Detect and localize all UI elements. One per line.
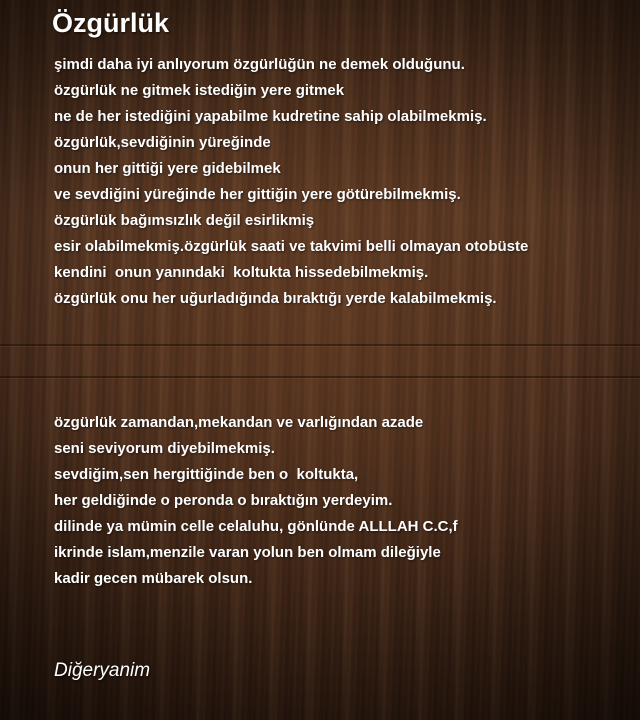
- wood-plank-seam: [0, 376, 640, 378]
- poem-line: seni seviyorum diyebilmekmiş.: [54, 440, 275, 457]
- poem-line: ne de her istediğini yapabilme kudretine sahip olabilmekmiş.: [54, 108, 487, 125]
- poem-line: dilinde ya mümin celle celaluhu, gönlünde ALLLAH C.C,f: [54, 518, 458, 535]
- poem-author: Diğeryanim: [54, 660, 151, 681]
- wood-plank-seam: [0, 344, 640, 346]
- poem-line: özgürlük onu her uğurladığında bıraktığı yerde kalabilmekmiş.: [54, 290, 497, 307]
- poem-line: sevdiğim,sen hergittiğinde ben o koltukta,: [54, 466, 359, 483]
- poem-line: özgürlük zamandan,mekandan ve varlığından azade: [54, 414, 424, 431]
- poem-line: kadir gecen mübarek olsun.: [54, 570, 253, 587]
- poem-line: özgürlük bağımsızlık değil esirlikmiş: [54, 212, 315, 229]
- poem-line: şimdi daha iyi anlıyorum özgürlüğün ne demek olduğunu.: [54, 56, 465, 73]
- poem-line: özgürlük ne gitmek istediğin yere gitmek: [54, 82, 345, 99]
- poem-line: ve sevdiğini yüreğinde her gittiğin yere götürebilmekmiş.: [54, 186, 461, 203]
- poem-line: özgürlük,sevdiğinin yüreğinde: [54, 134, 271, 151]
- poem-stanza-2: [54, 410, 614, 592]
- poem-line: ikrinde islam,menzile varan yolun ben olmam dileğiyle: [54, 544, 441, 561]
- poem-line: onun her gittiği yere gidebilmek: [54, 160, 281, 177]
- poem-line: kendini onun yanındaki koltukta hissedebilmekmiş.: [54, 264, 429, 281]
- poem-title: Özgürlük: [52, 8, 170, 38]
- poem-line: esir olabilmekmiş.özgürlük saati ve takvimi belli olmayan otobüste: [54, 238, 529, 255]
- poem-line: her geldiğinde o peronda o bıraktığın yerdeyim.: [54, 492, 393, 509]
- poem-stanza-1: [54, 52, 614, 312]
